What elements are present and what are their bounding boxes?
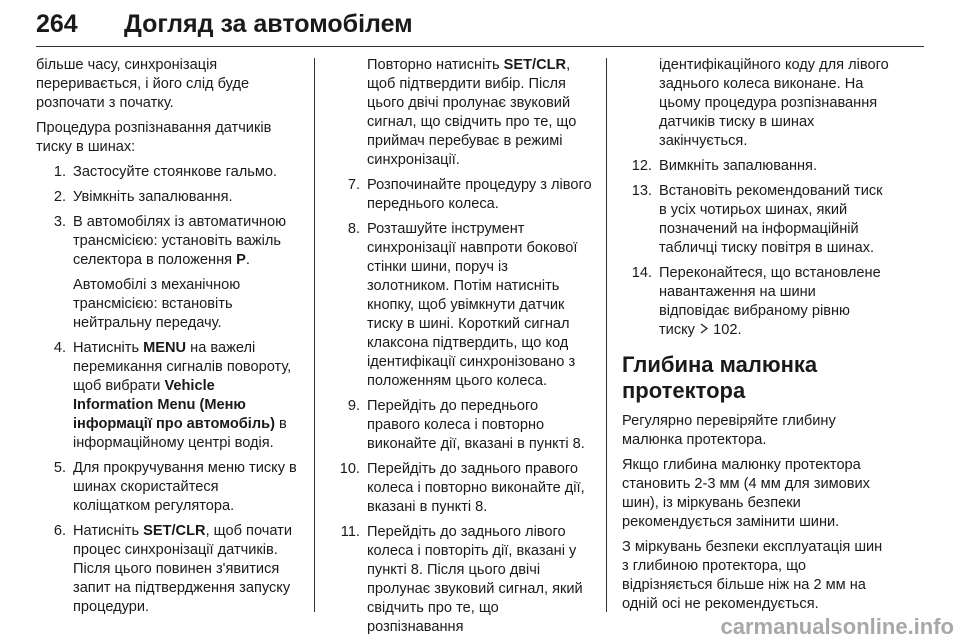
paragraph: Якщо глибина малюнку протектора становить 2-3 мм (4 мм для зимових шин), із міркувань безпеки рекомендується замінити шини. (622, 457, 870, 530)
procedure-list (622, 157, 890, 340)
step-text: Натисніть (73, 340, 144, 356)
procedure-list (330, 176, 592, 637)
page-title: Догляд за автомобілем (124, 10, 413, 38)
step-number: 12. (631, 158, 652, 174)
paragraph: З міркувань безпеки експлуатація шин з глибиною протектора, що відрізняється більше ніж на 2 мм на одній осі не рекомендується. (622, 539, 883, 612)
step-text: Вимкніть запалювання. (659, 158, 818, 174)
step-text: Для прокручування меню тиску в шинах скористайтеся коліщатком регулятора. (73, 460, 297, 514)
step-number: 13. (631, 183, 652, 199)
column-divider-2 (606, 58, 607, 612)
step-text: Перейдіть до переднього правого колеса і повторно виконайте дії, вказані в пункті 8. (367, 398, 585, 452)
page-number: 264 (36, 10, 78, 38)
list-item (622, 182, 890, 258)
section-heading: Глибина малюнка протектора (622, 352, 818, 403)
step-text: Увімкніть запалювання. (73, 189, 233, 205)
column-3 (622, 56, 890, 620)
step-text: Натисніть (73, 523, 144, 539)
step-text: Розташуйте інструмент синхронізації навпроти бокової стінки шини, поруч із золотником. Потім натисніть кнопку, щоб увімкнути датчик тиску в шині. Короткий сигнал клаксона підтвердить, що код ідентифікації синхронізовано з положенням цього колеса. (367, 221, 578, 389)
list-item (36, 163, 298, 182)
step-number: 5. (53, 460, 66, 476)
page-reference-link[interactable]: 102. (713, 322, 742, 338)
step-text: Розпочинайте процедуру з лівого переднього колеса. (367, 177, 592, 212)
step-subnote: Автомобілі з механічною трансмісією: встановіть нейтральну передачу. (73, 277, 241, 331)
step-number: 11. (340, 524, 360, 540)
column-1 (36, 56, 298, 623)
step-number: 9. (347, 398, 360, 414)
header-divider (36, 46, 924, 47)
step-text: Переконайтеся, що встановлене навантаження на шини відповідає вибраному рівню тиску (659, 265, 881, 338)
step-text: Перейдіть до заднього правого колеса і повторно виконайте дії, вказані в пункті 8. (367, 461, 585, 515)
step-text: . (245, 252, 250, 268)
paragraph: Регулярно перевіряйте глибину малюнка протектора. (622, 413, 836, 448)
step-emphasis: SET/CLR (503, 57, 567, 73)
list-item (36, 339, 298, 453)
step-text: В автомобілях із автоматичною трансмісією: установіть важіль селектора в положення (73, 214, 287, 268)
step-text: Перейдіть до заднього лівого колеса і повторіть дії, вказані у пункті 8. Після цього двічі пролунає звуковий сигнал, який свідчить про те, що розпізнавання (367, 524, 583, 635)
step-number: 10. (339, 461, 360, 477)
step-number: 2. (53, 189, 66, 205)
list-item (330, 176, 592, 214)
step-emphasis: SET/CLR (143, 523, 206, 539)
step-continuation: ідентифікаційного коду для лівого заднього колеса виконане. На цьому процедура розпізнавання датчиків тиску в шинах закінчується. (659, 57, 889, 149)
step-emphasis: P (236, 252, 246, 268)
list-item (330, 220, 592, 391)
step-number: 3. (53, 214, 66, 230)
list-item (36, 459, 298, 516)
column-divider-1 (314, 58, 315, 612)
step-number: 1. (53, 164, 66, 180)
page-header (36, 10, 926, 46)
step-number: 7. (347, 177, 360, 193)
list-item (36, 188, 298, 207)
step-emphasis: Vehicle Information Menu (Меню інформації про автомобіль) (73, 378, 275, 432)
page-reference-icon[interactable] (699, 321, 709, 340)
step-text: Встановіть рекомендований тиск в усіх чотирьох шинах, який позначений на інформаційній табличці тиску повітря в шинах. (659, 183, 883, 256)
step-text: Повторно натисніть (367, 57, 504, 73)
step-text: , щоб почати процес синхронізації датчиків. Після цього повинен з'явитися запит на підтвердження запуску процедури. (73, 523, 292, 615)
step-number: 8. (347, 221, 360, 237)
step-number: 4. (53, 340, 66, 356)
step-text: , щоб підтвердити вибір. Після цього двічі пролунає звуковий сигнал, що свідчить про те, що приймач перебуває в режимі синхронізації. (367, 57, 577, 168)
paragraph: більше часу, синхронізація переривається, і його слід буде розпочати з початку. (36, 57, 250, 111)
step-emphasis: MENU (143, 340, 187, 356)
procedure-list (36, 163, 298, 617)
step-continuation (330, 56, 592, 170)
step-number: 14. (631, 265, 652, 281)
list-item (36, 213, 298, 333)
list-item (330, 523, 592, 637)
step-text: Застосуйте стоянкове гальмо. (73, 164, 278, 180)
step-text: в інформаційному центрі водія. (73, 416, 287, 451)
column-2 (330, 56, 592, 643)
step-text: на важелі перемикання сигналів повороту, щоб вибрати (73, 340, 292, 394)
paragraph: Процедура розпізнавання датчиків тиску в шинах: (36, 120, 272, 155)
watermark: carmanualsonline.info (720, 614, 954, 639)
list-item (622, 264, 890, 340)
list-item (330, 397, 592, 454)
list-item (330, 460, 592, 517)
step-number: 6. (53, 523, 66, 539)
list-item (622, 157, 890, 176)
list-item (36, 522, 298, 617)
